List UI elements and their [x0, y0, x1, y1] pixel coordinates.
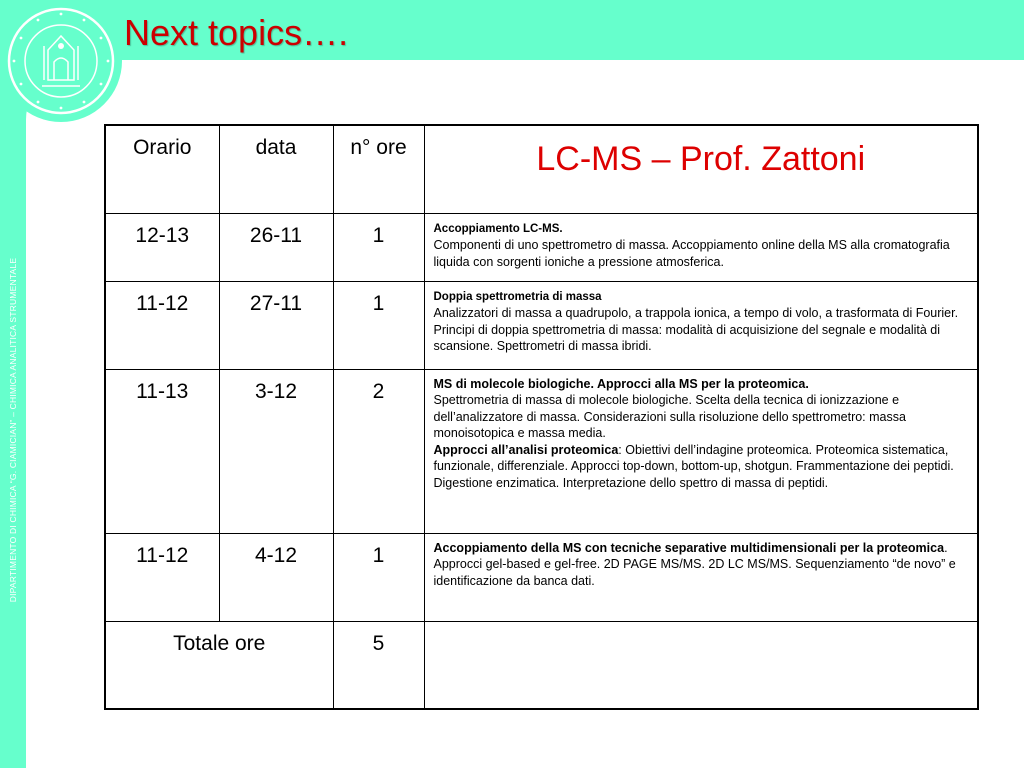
header-orario: Orario	[105, 125, 219, 213]
header-course: LC-MS – Prof. Zattoni	[424, 125, 978, 213]
total-empty-cell	[424, 621, 978, 709]
topic-text: . Approcci gel-based e gel-free. 2D PAGE MS/MS. 2D LC MS/MS. Sequenziamento “de novo” e identificazione da banca dati.	[433, 540, 956, 588]
cell-orario: 11-12	[105, 281, 219, 369]
topic-subtext: : Obiettivi dell’indagine proteomica. Proteomica sistematica, funzionale, differenziale. Approcci top-down, bottom-up, shotgun. Frammentazione dei peptidi. Digestione enzimatica. Interpretazione dello spettro di massa di peptidi.	[433, 442, 954, 490]
cell-ore: 1	[333, 213, 424, 281]
cell-data: 3-12	[219, 369, 333, 533]
cell-data: 26-11	[219, 213, 333, 281]
header-ore: n° ore	[333, 125, 424, 213]
topic-title: MS di molecole biologiche. Approcci alla MS per la proteomica.	[433, 376, 809, 391]
cell-topic	[424, 281, 978, 369]
cell-ore: 2	[333, 369, 424, 533]
topic-text: Componenti di uno spettrometro di massa. Accoppiamento online della MS alla cromatografia liquida con sorgenti ioniche a pressione atmosferica.	[433, 238, 950, 269]
cell-topic	[424, 533, 978, 621]
topic-title: Accoppiamento LC-MS.	[433, 222, 563, 235]
schedule-table	[104, 124, 979, 710]
header-data: data	[219, 125, 333, 213]
table-total-row	[105, 621, 978, 709]
cell-orario: 12-13	[105, 213, 219, 281]
total-label: Totale ore	[105, 621, 333, 709]
topic-text: Spettrometria di massa di molecole biologiche. Scelta della tecnica di ionizzazione e dell’analizzatore di massa. Considerazioni sulla risoluzione dello spettrometro: massa monoisotopica e massa media.	[433, 393, 906, 440]
slide-title: Next topics….	[124, 12, 349, 53]
topic-title: Accoppiamento della MS con tecniche separative multidimensionali per la proteomica	[433, 540, 945, 555]
total-value: 5	[333, 621, 424, 709]
cell-data: 4-12	[219, 533, 333, 621]
table-header-row	[105, 125, 978, 213]
table-row	[105, 533, 978, 621]
topic-title: Doppia spettrometria di massa	[433, 290, 602, 303]
cell-topic	[424, 369, 978, 533]
cell-ore: 1	[333, 533, 424, 621]
cell-orario: 11-12	[105, 533, 219, 621]
department-side-label: DIPARTIMENTO DI CHIMICA “G. CIAMICIAN” – CHIMICA ANALITICA STRUMENTALE	[8, 257, 18, 603]
university-seal-icon	[6, 6, 116, 116]
cell-topic	[424, 213, 978, 281]
topic-subtitle: Approcci all’analisi proteomica	[433, 442, 619, 457]
cell-orario: 11-13	[105, 369, 219, 533]
cell-data: 27-11	[219, 281, 333, 369]
cell-ore: 1	[333, 281, 424, 369]
topic-text: Analizzatori di massa a quadrupolo, a trappola ionica, a tempo di volo, a trasformata di Fourier. Principi di doppia spettrometria di massa: modalità di acquisizione del segnale e modalità di scansione. Spettrometri di massa ibridi.	[433, 306, 959, 353]
table-row	[105, 369, 978, 533]
table-row	[105, 281, 978, 369]
table-row	[105, 213, 978, 281]
